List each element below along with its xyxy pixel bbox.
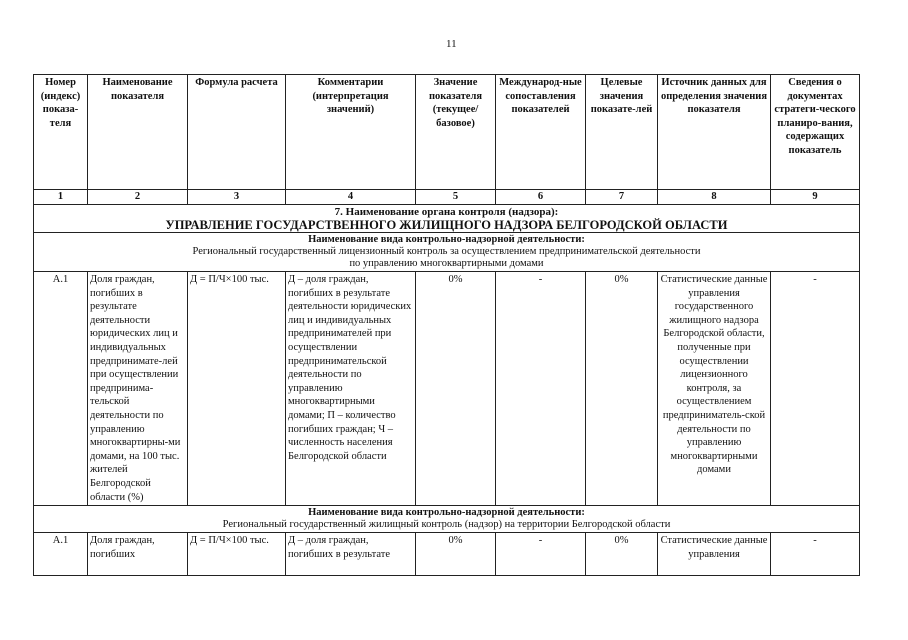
- column-number: 7: [586, 190, 658, 205]
- header-cell: Формула расчета: [188, 75, 286, 190]
- page-number: 11: [446, 38, 457, 50]
- column-number: 1: [34, 190, 88, 205]
- indicator-index: А.1: [34, 533, 88, 576]
- header-cell: Источник данных для определения значения показателя: [658, 75, 771, 190]
- org-row: [34, 205, 860, 233]
- section-text: Региональный государственный жилищный контроль (надзор) на территории Белгородской области: [222, 519, 671, 531]
- header-row: [34, 75, 860, 190]
- indicator-name: Доля граждан, погибших: [88, 533, 188, 576]
- section-row: [34, 506, 860, 533]
- indicator-index: А.1: [34, 272, 88, 506]
- org-label: 7. Наименование органа контроля (надзора):: [334, 206, 559, 218]
- column-number-row: [34, 190, 860, 205]
- org-name: УПРАВЛЕНИЕ ГОСУДАРСТВЕННОГО ЖИЛИЩНОГО НАДЗОРА БЕЛГОРОДСКОЙ ОБЛАСТИ: [165, 217, 728, 232]
- indicator-target: 0%: [586, 272, 658, 506]
- column-number: 3: [188, 190, 286, 205]
- indicator-comment: Д – доля граждан, погибших в результате деятельности юридических лиц и индивидуальных предпринимателей при осуществлении предпринимательской деятельности по управлению многоквартирными домами; П – количество погибших граждан; Ч – численность населения Белгородской области: [286, 272, 416, 506]
- header-cell: Комментарии (интерпретация значений): [286, 75, 416, 190]
- indicator-formula: Д = П/Ч×100 тыс.: [188, 272, 286, 506]
- header-cell: Целевые значения показате-лей: [586, 75, 658, 190]
- indicator-formula: Д = П/Ч×100 тыс.: [188, 533, 286, 576]
- column-number: 9: [771, 190, 860, 205]
- indicators-table: [33, 74, 860, 576]
- column-number: 2: [88, 190, 188, 205]
- section-text: по управлению многоквартирными домами: [349, 258, 544, 269]
- section-title: Наименование вида контрольно-надзорной деятельности:: [308, 507, 585, 519]
- section-row: [34, 233, 860, 272]
- indicator-docs: -: [771, 272, 860, 506]
- column-number: 6: [496, 190, 586, 205]
- indicator-intl: -: [496, 533, 586, 576]
- indicator-source: Статистические данные управления: [658, 533, 771, 576]
- column-number: 8: [658, 190, 771, 205]
- column-number: 4: [286, 190, 416, 205]
- section-text: Региональный государственный лицензионный контроль за осуществлением предпринимательской деятельности: [192, 246, 701, 257]
- column-number: 5: [416, 190, 496, 205]
- table-row: [34, 533, 860, 576]
- indicator-docs: -: [771, 533, 860, 576]
- table-row: [34, 272, 860, 506]
- header-cell: Международ-ные сопоставления показателей: [496, 75, 586, 190]
- indicator-target: 0%: [586, 533, 658, 576]
- indicator-source: Статистические данные управления государственного жилищного надзора Белгородской области, полученные при осуществлении лицензионного контроля, за осуществлением предприниматель-ской деятельности по управлению многоквартирными домами: [658, 272, 771, 506]
- indicator-intl: -: [496, 272, 586, 506]
- indicator-value: 0%: [416, 533, 496, 576]
- indicator-comment: Д – доля граждан, погибших в результате: [286, 533, 416, 576]
- indicator-value: 0%: [416, 272, 496, 506]
- header-cell: Номер (индекс) показа-теля: [34, 75, 88, 190]
- header-cell: Значение показателя (текущее/ базовое): [416, 75, 496, 190]
- header-cell: Сведения о документах стратеги-ческого планиро-вания, содержащих показатель: [771, 75, 860, 190]
- indicator-name: Доля граждан, погибших в результате деятельности юридических лиц и индивидуальных предпринимате-лей при осуществлении предпринима-тельской деятельности по управлению многоквартирны-ми домами, на 100 тыс. жителей Белгородской области (%): [88, 272, 188, 506]
- header-cell: Наименование показателя: [88, 75, 188, 190]
- section-title: Наименование вида контрольно-надзорной деятельности:: [308, 234, 585, 245]
